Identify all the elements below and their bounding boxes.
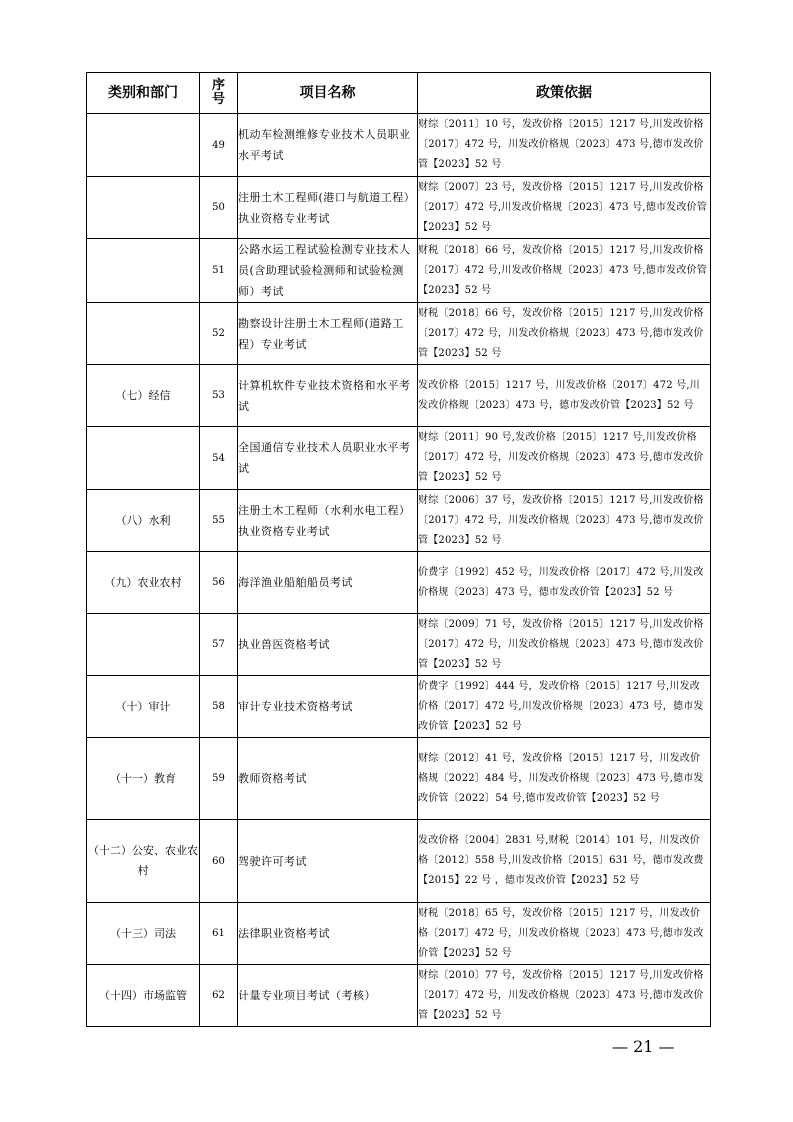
table-row bbox=[87, 114, 711, 177]
row-project-name: 注册土木工程师（水利水电工程）执业资格专业考试 bbox=[238, 490, 418, 552]
row-category bbox=[87, 239, 200, 303]
row-policy-basis: 财综〔2011〕90 号,发改价格〔2015〕1217 号,川发改价格〔2017〕472 号，川发改价格规〔2023〕473 号,德市发改价管【2023】52 号 bbox=[418, 427, 711, 490]
row-project-name: 计量专业项目考试（考核） bbox=[238, 965, 418, 1027]
row-number: 50 bbox=[200, 177, 238, 239]
row-number: 51 bbox=[200, 239, 238, 303]
header-seq bbox=[200, 73, 238, 114]
row-project-name: 审计专业技术资格考试 bbox=[238, 676, 418, 738]
row-policy-basis: 财税〔2018〕65 号，发改价格〔2015〕1217 号，川发改价格〔2017〕472 号，川发改价格规〔2023〕473 号,德市发改价管【2023】52 号 bbox=[418, 903, 711, 965]
row-policy-basis: 财综〔2007〕23 号，发改价格〔2015〕1217 号,川发改价格〔2017〕472 号,川发改价格规〔2023〕473 号,德市发改价管【2023】52 号 bbox=[418, 177, 711, 239]
row-project-name: 驾驶许可考试 bbox=[238, 820, 418, 903]
row-category: （九）农业农村 bbox=[87, 552, 200, 614]
row-category: （十）审计 bbox=[87, 676, 200, 738]
row-number: 52 bbox=[200, 303, 238, 365]
row-category: （十四）市场监管 bbox=[87, 965, 200, 1027]
header-name: 项目名称 bbox=[238, 73, 418, 114]
page-number: — 21 — bbox=[612, 1037, 675, 1056]
header-seq-bottom: 号 bbox=[211, 92, 225, 107]
row-number: 53 bbox=[200, 365, 238, 427]
row-number: 56 bbox=[200, 552, 238, 614]
row-category bbox=[87, 177, 200, 239]
row-number: 62 bbox=[200, 965, 238, 1027]
table-row bbox=[87, 738, 711, 820]
table-row bbox=[87, 820, 711, 903]
row-number: 60 bbox=[200, 820, 238, 903]
row-project-name: 计算机软件专业技术资格和水平考试 bbox=[238, 365, 418, 427]
row-project-name: 注册土木工程师(港口与航道工程）执业资格专业考试 bbox=[238, 177, 418, 239]
row-project-name: 全国通信专业技术人员职业水平考试 bbox=[238, 427, 418, 490]
row-number: 54 bbox=[200, 427, 238, 490]
table-header-row bbox=[87, 73, 711, 114]
row-number: 49 bbox=[200, 114, 238, 177]
table-row bbox=[87, 676, 711, 738]
row-project-name: 法律职业资格考试 bbox=[238, 903, 418, 965]
header-seq-top: 序 bbox=[211, 78, 225, 93]
row-project-name: 公路水运工程试验检测专业技术人员(含助理试验检测师和试验检测师）考试 bbox=[238, 239, 418, 303]
table-row bbox=[87, 239, 711, 303]
row-project-name: 教师资格考试 bbox=[238, 738, 418, 820]
row-category: （十三）司法 bbox=[87, 903, 200, 965]
table-row bbox=[87, 903, 711, 965]
row-project-name: 执业兽医资格考试 bbox=[238, 614, 418, 676]
table-row bbox=[87, 614, 711, 676]
row-project-name: 勘察设计注册土木工程师(道路工程）专业考试 bbox=[238, 303, 418, 365]
row-project-name: 海洋渔业船舶船员考试 bbox=[238, 552, 418, 614]
row-number: 57 bbox=[200, 614, 238, 676]
table-row bbox=[87, 177, 711, 239]
table-row bbox=[87, 552, 711, 614]
row-category: （十二）公安、农业农村 bbox=[87, 820, 200, 903]
table-row bbox=[87, 427, 711, 490]
row-policy-basis: 价费字〔1992〕444 号，发改价格〔2015〕1217 号,川发改价格〔2017〕472 号,川发改价格规〔2023〕473 号，德市发改价管【2023】52 号 bbox=[418, 676, 711, 738]
row-policy-basis: 财综〔2011〕10 号，发改价格〔2015〕1217 号,川发改价格〔2017〕472 号，川发改价格规〔2023〕473 号,德市发改价管【2023】52 号 bbox=[418, 114, 711, 177]
row-policy-basis: 价费字〔1992〕452 号，川发改价格〔2017〕472 号,川发改价格规〔2023〕473 号，德市发改价管【2023】52 号 bbox=[418, 552, 711, 614]
row-policy-basis: 财税〔2018〕66 号，发改价格〔2015〕1217 号,川发改价格〔2017〕472 号,川发改价格规〔2023〕473 号,德市发改价管【2023】52 号 bbox=[418, 239, 711, 303]
row-number: 58 bbox=[200, 676, 238, 738]
header-basis: 政策依据 bbox=[418, 73, 711, 114]
row-category: （八）水利 bbox=[87, 490, 200, 552]
row-category bbox=[87, 303, 200, 365]
row-category: （十一）教育 bbox=[87, 738, 200, 820]
table-row bbox=[87, 965, 711, 1027]
row-policy-basis: 发改价格〔2004〕2831 号,财税〔2014〕101 号，川发改价格〔2012〕558 号,川发改价格〔2015〕631 号，德市发改费【2015】22 号 ，德市发改价管【2023】52 号 bbox=[418, 820, 711, 903]
row-project-name: 机动车检测维修专业技术人员职业水平考试 bbox=[238, 114, 418, 177]
header-category: 类别和部门 bbox=[87, 73, 200, 114]
row-policy-basis: 财综〔2012〕41 号，发改价格〔2015〕1217 号，川发改价格规〔2022〕484 号，川发改价格规〔2023〕473 号,德市发改价管〔2022〕54 号,德市发改价管【2023】52 号 bbox=[418, 738, 711, 820]
row-policy-basis: 财综〔2009〕71 号，发改价格〔2015〕1217 号,川发改价格〔2017〕472 号，川发改价格规〔2023〕473 号,德市发改价管【2023】52 号 bbox=[418, 614, 711, 676]
row-number: 59 bbox=[200, 738, 238, 820]
row-category bbox=[87, 427, 200, 490]
row-policy-basis: 发改价格〔2015〕1217 号，川发改价格〔2017〕472 号,川发改价格规〔2023〕473 号，德市发改价管【2023】52 号 bbox=[418, 365, 711, 427]
row-number: 55 bbox=[200, 490, 238, 552]
row-policy-basis: 财综〔2006〕37 号，发改价格〔2015〕1217 号,川发改价格〔2017〕472 号，川发改价格规〔2023〕473 号,德市发改价管【2023】52 号 bbox=[418, 490, 711, 552]
row-category: （七）经信 bbox=[87, 365, 200, 427]
table-row bbox=[87, 490, 711, 552]
row-policy-basis: 财综〔2010〕77 号，发改价格〔2015〕1217 号,川发改价格〔2017〕472 号，川发改价格规〔2023〕473 号,德市发改价管【2023】52 号 bbox=[418, 965, 711, 1027]
row-category bbox=[87, 114, 200, 177]
table-row bbox=[87, 365, 711, 427]
row-policy-basis: 财税〔2018〕66 号，发改价格〔2015〕1217 号,川发改价格〔2017〕472 号，川发改价格规〔2023〕473 号,德市发改价管【2023】52 号 bbox=[418, 303, 711, 365]
fee-policy-table bbox=[86, 72, 711, 1027]
table-row bbox=[87, 303, 711, 365]
row-number: 61 bbox=[200, 903, 238, 965]
row-category bbox=[87, 614, 200, 676]
